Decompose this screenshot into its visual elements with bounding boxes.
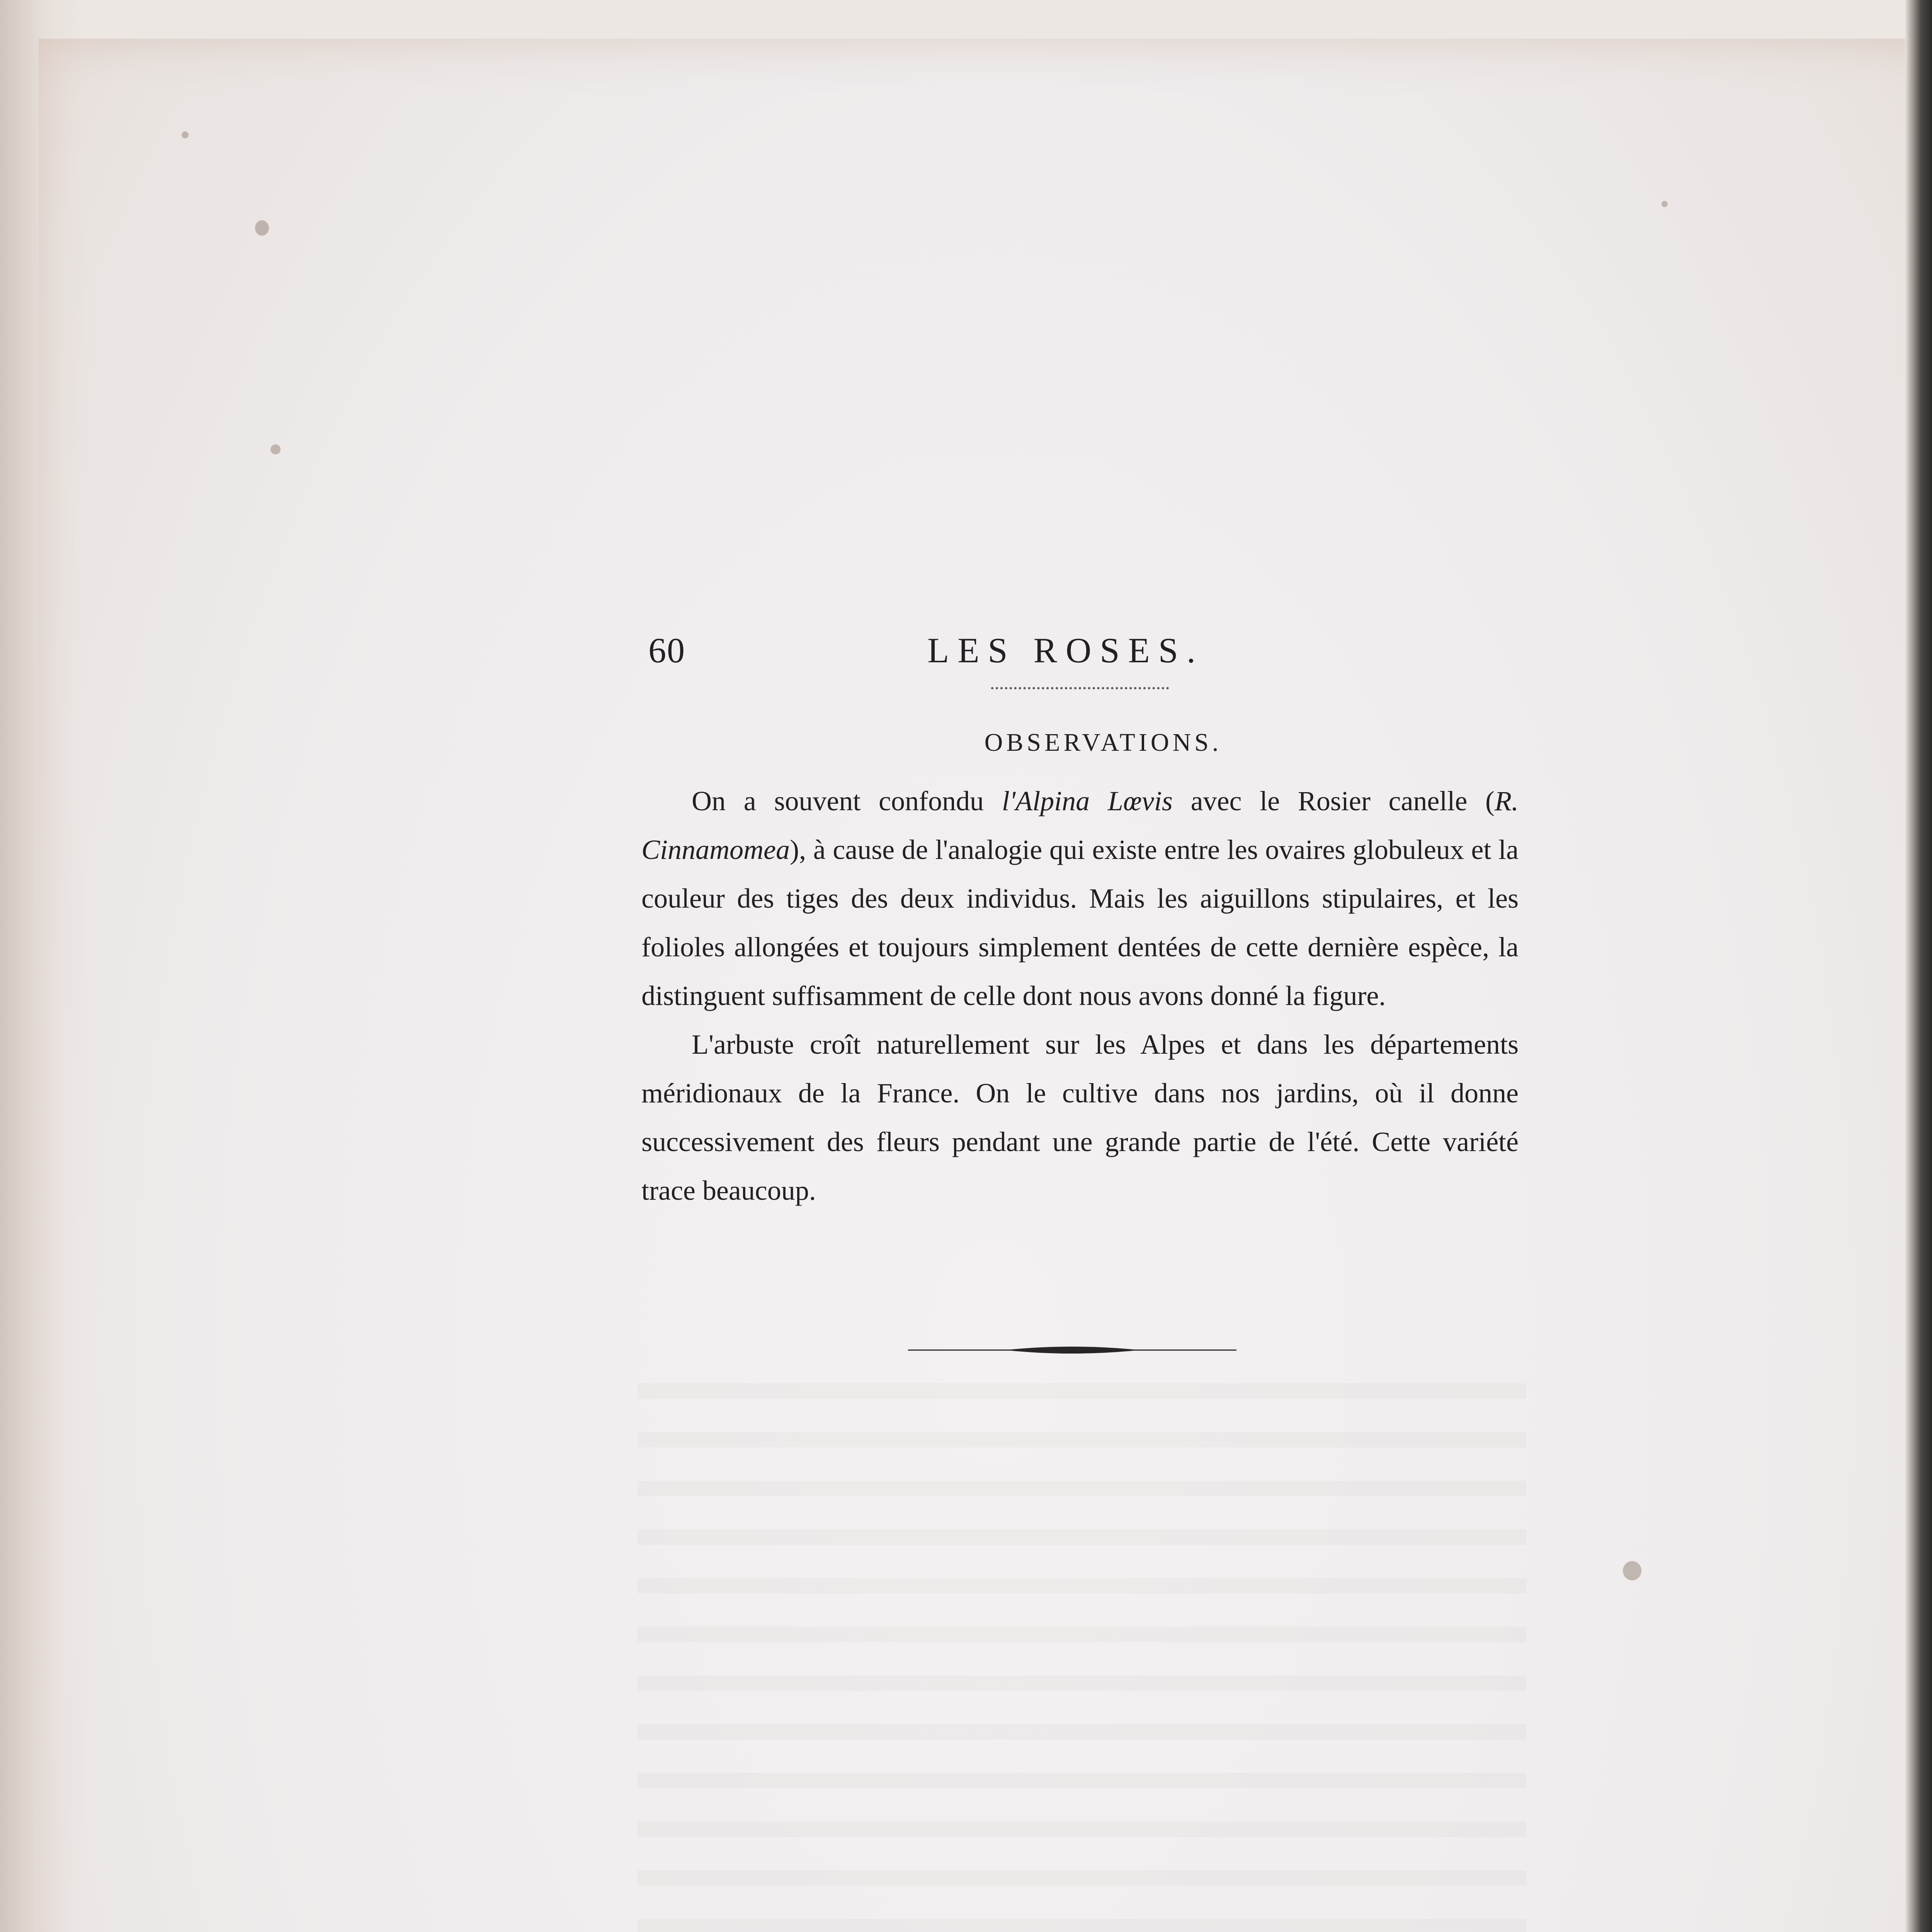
foxing-spot	[270, 444, 281, 454]
foxing-spot	[1623, 1561, 1641, 1580]
paragraph-habitat: L'arbuste croît naturellement sur les Alpes et dans les départements méridionaux de la France. On le cultive dans nos jardins, où il donne successivement des fleurs pendant une grande partie de l'été. Cette variété trace beaucoup.	[641, 1029, 1519, 1206]
species-name: l'Alpina Lœvis	[1002, 786, 1173, 816]
section-heading: OBSERVATIONS.	[984, 728, 1222, 757]
ornamental-rule	[908, 1338, 1236, 1362]
running-title: LES ROSES.	[927, 631, 1204, 670]
book-spine	[1905, 0, 1932, 1932]
foxing-spot	[255, 220, 269, 236]
page-number: 60	[648, 631, 685, 670]
text-block	[641, 630, 1519, 1363]
species-name: R. Cinnamomea	[641, 786, 1519, 865]
paragraph-text: On a souvent confondu	[692, 786, 1002, 816]
body-text	[641, 777, 1519, 1215]
running-head	[641, 630, 1519, 680]
foxing-spot	[182, 131, 189, 138]
paragraph-observations	[641, 777, 1519, 1020]
paragraph-text: ), à cause de l'analogie qui existe entre les ovaires globuleux et la couleur des tiges des deux individus. Mais les aiguillons stipulaires, et les folioles allongées et toujours simplement dentées de cette dernière espèce, la distinguent suffisamment de celle dont nous avons donné la figure.	[641, 834, 1519, 1011]
bleed-through-text	[638, 1383, 1526, 1932]
paragraph-text: avec le Rosier canelle (	[1172, 786, 1495, 816]
head-rule	[991, 687, 1169, 689]
foxing-spot	[1662, 201, 1668, 207]
